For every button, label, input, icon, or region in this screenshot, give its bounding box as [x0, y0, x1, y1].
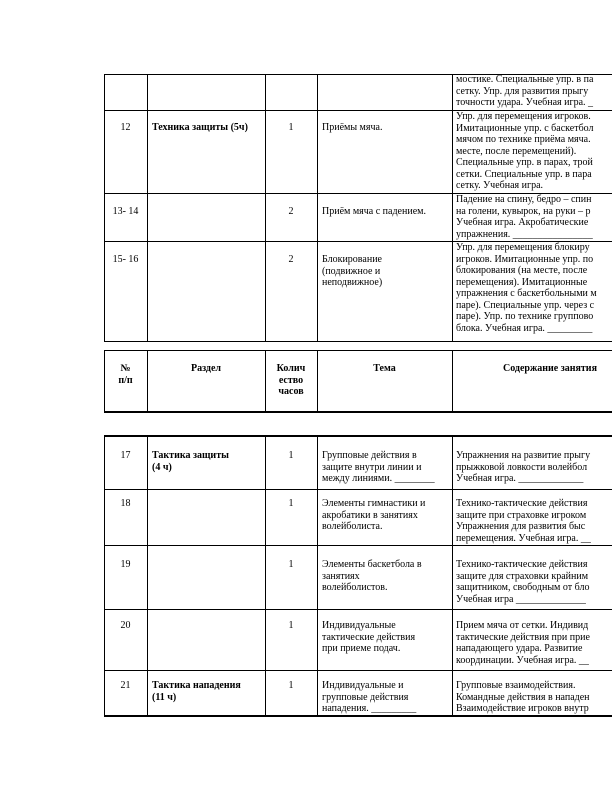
content-cell-row21 [456, 680, 612, 715]
content-line: Упр. для перемещения блокиру [456, 242, 590, 253]
header-topic: Тема [373, 363, 396, 374]
row-number: 19 [120, 559, 131, 570]
header-hours [265, 363, 317, 398]
content-line: Взаимодействие игроков внутр [456, 703, 589, 714]
row-number: 21 [120, 680, 131, 691]
header-line: п/п [118, 374, 133, 386]
topic-line: тактические действия [322, 631, 416, 643]
topic-line: акробатики в занятиях [322, 509, 418, 521]
topic-title [322, 559, 452, 594]
content-line: Технико-тактические действия [456, 498, 588, 509]
content-cell-row18 [456, 498, 612, 544]
content-cell-row19 [456, 559, 612, 605]
content-line: нападающего удара. Развитие [456, 643, 583, 654]
topic-line: волейболиста. [322, 521, 383, 532]
hours-count: 2 [288, 206, 294, 217]
content-line: месте, после перемещений). [456, 145, 577, 157]
topic-title: Приём мяча с падением. [322, 206, 426, 217]
content-line: упражнения. ________________ [456, 228, 593, 240]
topic-line: Индивидуальные [322, 620, 396, 631]
topic-title [322, 680, 452, 715]
content-line: Упражнения для развития быс [456, 521, 586, 532]
topic-line: защите внутри линии и [322, 461, 422, 473]
topic-line: Групповые действия в [322, 450, 417, 461]
header-line: ество [278, 374, 304, 386]
content-line: игроков. Имитационные упр. по [456, 253, 594, 265]
hours-count: 1 [288, 122, 294, 133]
hours-count: 1 [288, 680, 294, 691]
topic-title [322, 498, 452, 533]
content-line: сетки. Специальные упр. в пара [456, 168, 592, 180]
row-number: 13- 14 [112, 206, 139, 217]
content-line: защите для страховки крайним [456, 570, 589, 582]
topic-line: занятиях [322, 570, 360, 582]
header-number [104, 363, 147, 386]
topic-line: Элементы баскетбола в [322, 559, 422, 570]
topic-title: Приёмы мяча. [322, 122, 383, 133]
section-line: (11 ч) [152, 691, 177, 703]
topic-line: волейболистов. [322, 582, 388, 593]
row-number: 12 [120, 122, 131, 133]
header-section: Раздел [190, 363, 222, 374]
hours-count: 1 [288, 450, 294, 461]
topic-line: (подвижное и [322, 265, 381, 277]
section-line: Тактика нападения [152, 680, 241, 691]
row-number: 20 [120, 620, 131, 631]
hours-count: 1 [288, 559, 294, 570]
topic-line: Индивидуальные и [322, 680, 404, 691]
content-line: сетку. Упр. для развития прыгу [456, 85, 589, 97]
content-cell-row17 [456, 450, 612, 485]
hours-count: 1 [288, 620, 294, 631]
content-line: Упражнения на развитие прыгу [456, 450, 591, 461]
section-title [152, 450, 264, 473]
content-line: Упр. для перемещения игроков. [456, 111, 591, 122]
content-line: защитником, свободным от бло [456, 582, 590, 593]
content-line: паре). Специальные упр. через с [456, 299, 595, 311]
content-line: координации. Учебная игра. __ [456, 654, 589, 666]
content-line: блока. Учебная игра. _________ [456, 322, 593, 334]
header-line: № [120, 363, 131, 374]
section-title: Техника защиты (5ч) [152, 122, 248, 133]
content-line: блокирования (на месте, после [456, 265, 588, 276]
topic-title [322, 620, 452, 655]
topic-title [322, 450, 452, 485]
content-line: упражнения с баскетбольными м [456, 288, 597, 299]
content-cell-row15 [456, 242, 612, 334]
topic-title [322, 254, 452, 289]
content-line: Специальные упр. в парах, трой [456, 157, 593, 168]
content-line: Учебная игра. _____________ [456, 473, 584, 484]
content-line: Групповые взаимодействия. [456, 680, 576, 691]
topic-line: групповые действия [322, 691, 409, 703]
content-line: Учебная игра ______________ [456, 593, 586, 605]
topic-line: неподвижное) [322, 277, 383, 288]
row-number: 18 [120, 498, 131, 509]
content-cell-row0 [456, 74, 612, 109]
topic-line: Блокирование [322, 254, 382, 265]
topic-line: при приеме подач. [322, 643, 401, 654]
content-line: Падение на спину, бедро – спин [456, 194, 592, 205]
row-number: 15- 16 [112, 254, 139, 265]
content-line: тактические действия при прие [456, 631, 590, 643]
content-cell-row12 [456, 111, 612, 192]
section-line: Тактика защиты [152, 450, 229, 461]
section-title [152, 680, 264, 703]
header-line: Колич [276, 363, 306, 374]
content-cell-row13 [456, 194, 612, 240]
content-line: перемещения. Учебная игра. __ [456, 532, 591, 544]
content-line: паре). Упр. по технике группово [456, 311, 594, 322]
content-line: Командные действия в нападен [456, 691, 590, 703]
content-line: прыжковой ловкости волейбол [456, 461, 588, 473]
content-line: точности удара. Учебная игра. _ [456, 97, 594, 108]
content-line: мячом по технике приёма мяча. [456, 134, 591, 145]
content-line: Прием мяча от сетки. Индивид [456, 620, 589, 631]
topic-line: между линиями. ________ [322, 473, 435, 484]
header-line: часов [278, 386, 304, 397]
hours-count: 1 [288, 498, 294, 509]
topic-line: Элементы гимнастики и [322, 498, 426, 509]
content-line: на голени, кувырок, на руки – р [456, 205, 591, 217]
hours-count: 2 [288, 254, 294, 265]
row-number: 17 [120, 450, 131, 461]
content-line: перемещения). Имитационные [456, 276, 588, 288]
content-line: сетку. Учебная игра. [456, 180, 544, 191]
content-line: Учебная игра. Акробатические [456, 217, 589, 228]
content-line: защите при страховке игроком [456, 509, 587, 521]
topic-line: нападения. _________ [322, 703, 417, 714]
section-line: (4 ч) [152, 461, 172, 473]
content-line: Имитационные упр. с баскетбол [456, 122, 594, 134]
content-cell-row20 [456, 620, 612, 666]
header-content: Содержание занятия [503, 363, 597, 374]
content-line: мостике. Специальные упр. в па [456, 74, 594, 85]
content-line: Технико-тактические действия [456, 559, 588, 570]
